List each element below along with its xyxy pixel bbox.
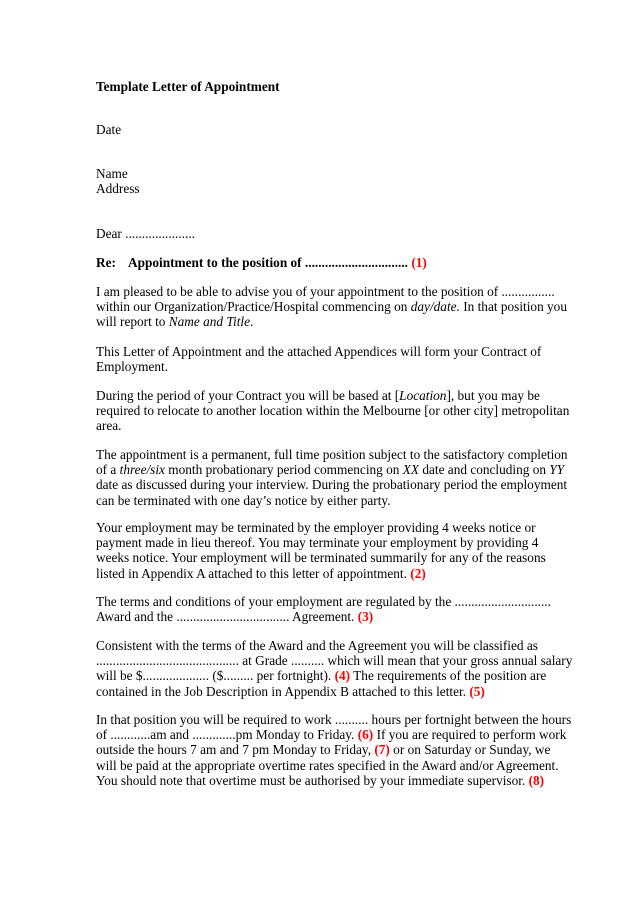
paragraph-contract: [96, 344, 566, 374]
paragraph-line: Award and the .................................. Agreement. (3): [96, 609, 374, 625]
placeholder-location: Location: [399, 388, 447, 403]
placeholder-name-title: Name and Title: [168, 314, 251, 330]
footnote-ref-7: (7): [374, 742, 390, 758]
footnote-ref-3: (3): [357, 609, 374, 625]
paragraph-classification: [96, 638, 573, 699]
paragraph-line: date as discussed during your interview. During the probationary period the employment: [96, 477, 568, 493]
paragraph-line: area.: [96, 418, 122, 434]
subject-text: Appointment to the position of ...............................: [128, 255, 408, 270]
paragraph-line: This Letter of Appointment and the attached Appendices will form your Contract of: [96, 344, 542, 359]
footnote-ref-2: (2): [410, 565, 426, 581]
paragraph-line: outside the hours 7 am and 7 pm Monday to Friday, (7) or on Saturday or Sunday, we: [96, 742, 551, 758]
placeholder-day-date: day/date.: [410, 299, 460, 315]
paragraph-line: Employment.: [96, 359, 169, 375]
footnote-ref-4: (4): [334, 668, 351, 684]
paragraph-probation: [96, 447, 566, 508]
paragraph-line: I am pleased to be able to advise you of your appointment to the position of ................: [96, 284, 555, 299]
paragraph-line: within our Organization/Practice/Hospital commencing on day/date. In that position you: [96, 299, 567, 315]
subject-line: [96, 255, 566, 270]
footnote-ref-1: (1): [411, 255, 427, 270]
footnote-ref-5: (5): [469, 683, 485, 699]
paragraph-termination: [96, 520, 566, 581]
paragraph-line: required to relocate to another location within the Melbourne [or other city] metropolitan: [96, 403, 570, 419]
paragraph-line: can be terminated with one day’s notice by either party.: [96, 492, 391, 508]
paragraph-appointment: [96, 284, 566, 330]
placeholder-end: YY: [549, 462, 565, 478]
paragraph-line: will report to Name and Title.: [96, 314, 254, 330]
placeholder-start: XX: [402, 462, 419, 478]
paragraph-location: [96, 388, 570, 434]
paragraph-line: will be paid at the appropriate overtime rates specified in the Award and/or Agreement.: [96, 757, 559, 773]
paragraph-line: During the period of your Contract you will be based at [Location], but you may be: [96, 388, 540, 403]
paragraph-line: listed in Appendix A attached to this letter of appointment. (2): [96, 565, 426, 581]
paragraph-line: of ............am and .............pm Monday to Friday. (6) If you are required to perform work: [96, 727, 567, 743]
paragraph-line: ........................................... at Grade .......... which will mean that your gross annual salary: [96, 653, 573, 669]
paragraph-line: The terms and conditions of your employment are regulated by the .............................: [96, 594, 551, 609]
paragraph-line: payment made in lieu thereof. You may terminate your employment by providing 4: [96, 535, 539, 551]
footnote-ref-6: (6): [357, 727, 374, 743]
name-line: Name: [96, 166, 128, 181]
letter-title: Template Letter of Appointment: [96, 79, 280, 94]
address-line: Address: [96, 181, 140, 197]
footnote-ref-8: (8): [528, 772, 545, 788]
paragraph-line: will be $.................... ($......... per fortnight). (4) The requirements of the position are: [96, 668, 547, 684]
paragraph-line: Your employment may be terminated by the employer providing 4 weeks notice or: [96, 520, 536, 535]
paragraph-line: of a three/six month probationary period commencing on XX date and concluding on YY: [96, 462, 565, 478]
re-label: Re:: [96, 255, 116, 270]
date-line: Date: [96, 122, 122, 137]
paragraph-line: weeks notice. Your employment will be terminated summarily for any of the reasons: [96, 550, 546, 566]
paragraph-line: You should note that overtime must be authorised by your immediate supervisor. (8): [96, 772, 545, 788]
paragraph-line: Consistent with the terms of the Award and the Agreement you will be classified as: [96, 638, 538, 653]
placeholder-period: three/six: [119, 462, 165, 478]
paragraph-line: contained in the Job Description in Appendix B attached to this letter. (5): [96, 683, 485, 699]
paragraph-hours: [96, 712, 572, 788]
paragraph-line: In that position you will be required to work .......... hours per fortnight between the hours: [96, 712, 572, 727]
recipient-block: [96, 166, 566, 196]
paragraph-line: The appointment is a permanent, full time position subject to the satisfactory completion: [96, 447, 568, 462]
salutation: Dear .....................: [96, 226, 195, 241]
paragraph-award: [96, 594, 566, 624]
